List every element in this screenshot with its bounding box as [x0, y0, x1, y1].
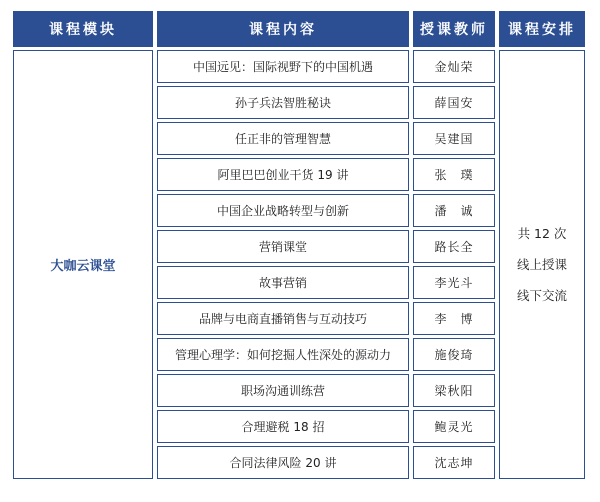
course-title-cell: 管理心理学：如何挖掘人性深处的源动力 [157, 338, 409, 371]
course-title-cell: 故事营销 [157, 266, 409, 299]
course-teacher-cell: 梁秋阳 [413, 374, 495, 407]
schedule-cell [499, 50, 585, 479]
course-title-cell: 营销课堂 [157, 230, 409, 263]
course-title-cell: 品牌与电商直播销售与互动技巧 [157, 302, 409, 335]
course-teacher-cell: 沈志坤 [413, 446, 495, 479]
course-teacher-cell: 李 博 [413, 302, 495, 335]
header-module: 课程模块 [13, 11, 153, 47]
course-title-cell: 职场沟通训练营 [157, 374, 409, 407]
course-title-cell: 孙子兵法智胜秘诀 [157, 86, 409, 119]
course-teacher-cell: 施俊琦 [413, 338, 495, 371]
header-row [13, 11, 585, 47]
table-row [13, 50, 585, 83]
header-schedule: 课程安排 [499, 11, 585, 47]
course-teacher-cell: 李光斗 [413, 266, 495, 299]
course-teacher-cell: 金灿荣 [413, 50, 495, 83]
course-teacher-cell: 张 璞 [413, 158, 495, 191]
header-content: 课程内容 [157, 11, 409, 47]
course-schedule-table [9, 8, 589, 482]
course-title-cell: 阿里巴巴创业干货 19 讲 [157, 158, 409, 191]
course-teacher-cell: 鲍灵光 [413, 410, 495, 443]
course-teacher-cell: 吴建国 [413, 122, 495, 155]
course-body [13, 50, 585, 479]
course-title-cell: 合同法律风险 20 讲 [157, 446, 409, 479]
course-title-cell: 合理避税 18 招 [157, 410, 409, 443]
schedule-line: 线下交流 [516, 288, 567, 303]
course-title-cell: 中国企业战略转型与创新 [157, 194, 409, 227]
module-name-cell: 大咖云课堂 [13, 50, 153, 479]
course-teacher-cell: 路长全 [413, 230, 495, 263]
course-teacher-cell: 潘 诚 [413, 194, 495, 227]
header-teacher: 授课教师 [413, 11, 495, 47]
course-teacher-cell: 薛国安 [413, 86, 495, 119]
schedule-line: 线上授课 [516, 257, 567, 272]
course-title-cell: 中国远见：国际视野下的中国机遇 [157, 50, 409, 83]
course-title-cell: 任正非的管理智慧 [157, 122, 409, 155]
schedule-line: 共 12 次 [517, 226, 567, 241]
